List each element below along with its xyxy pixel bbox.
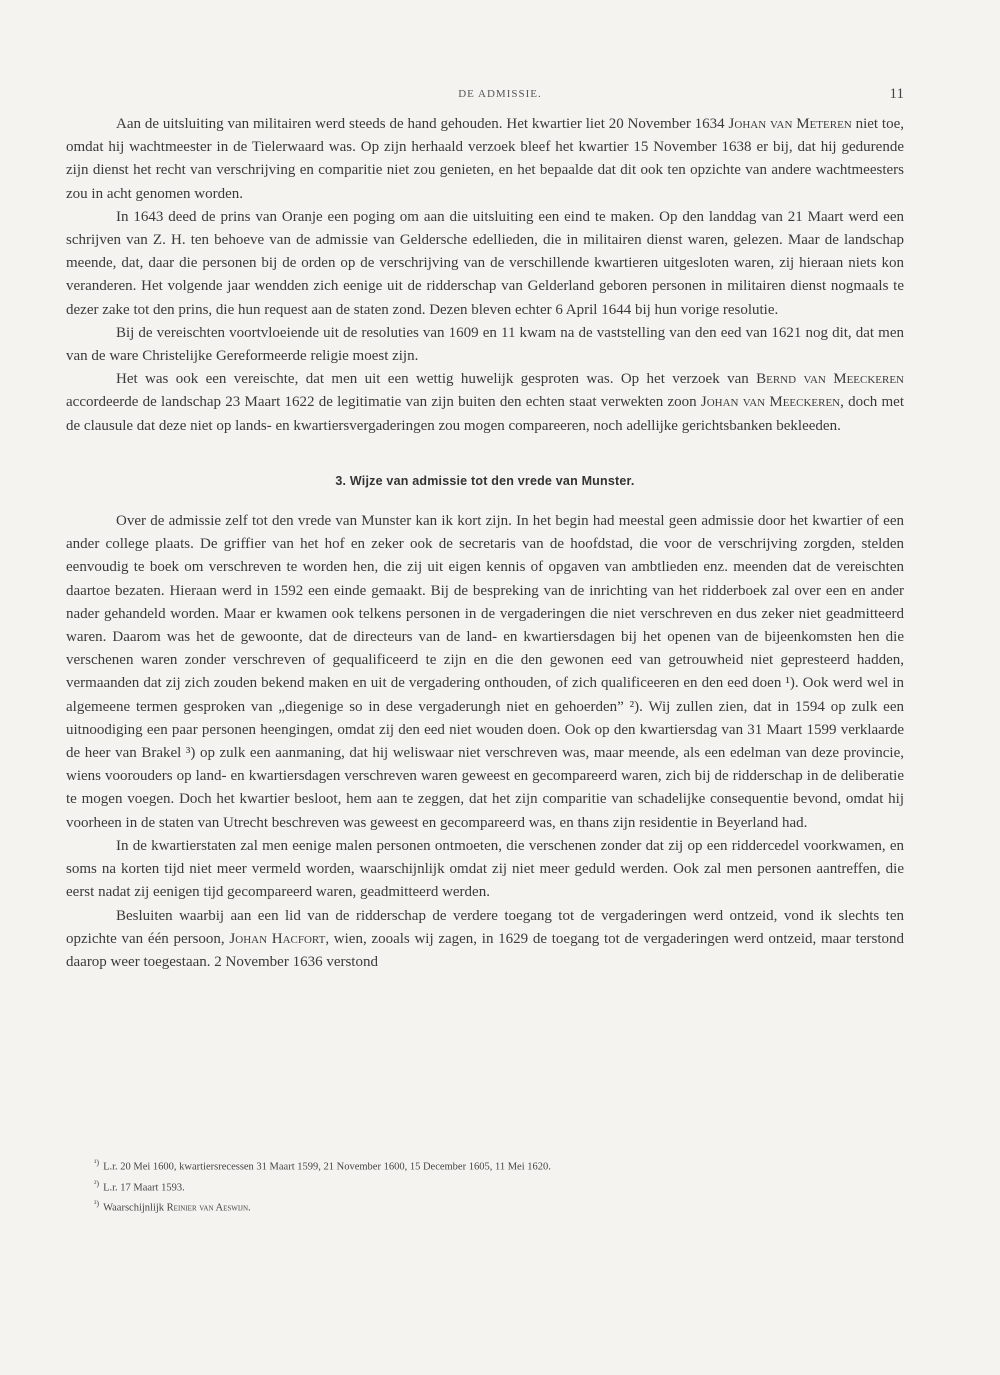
footnote-1 bbox=[94, 1155, 894, 1176]
footnote-marker: ²) bbox=[94, 1178, 100, 1188]
footnote-text-c: . bbox=[248, 1202, 251, 1214]
footnote-2 bbox=[94, 1176, 894, 1197]
paragraph-4-text-a: Het was ook een vereischte, dat men uit een wettig huwelijk gesproten was. Op het verzoek van bbox=[116, 371, 757, 388]
paragraph-4-text-c: accordeerde de landschap 23 Maart 1622 de legitimatie van zijn buiten den echten staat verwekten zoon bbox=[66, 394, 701, 411]
paragraph-5: Over de admissie zelf tot den vrede van Munster kan ik kort zijn. In het begin had meestal geen admissie door het kwartier of een ander college plaats. De griffier van het hof en zeker ook de secretaris van de hoofdstad, die voor de verschrijving zorgden, stelden eenvoudig te boek om verschreven te worden hen, die zij uit eigen kennis of opgaven van ambtlieden enz. meenden dat de vereischten daartoe bezaten. Hieraan werd in 1592 een einde gemaakt. Bij de bespreking van de inrichting van het ridderboek zal over een en ander nader gehandeld worden. Maar er kwamen ook telkens personen in de vergaderingen die niet verschreven en dus zeker niet geadmitteerd waren. Daarom was het de gewoonte, dat de directeurs van de land- en kwartiersdagen bij het openen van de bijeenkomsten hen die verschenen waren zonder verschreven of gequalificeerd te zijn en die den gewonen eed van getrouwheid niet gepresteerd hadden, vermaanden dat zij zich zouden bekend maken en uit de vergadering onthouden, of zich qualificeeren en den eed doen ¹). Ook werd wel in algemeene termen gesproken van „diegenige so in dese vergaderungh niet en gehoerden” ²). Wij zullen zien, dat in 1594 op zulk een uitnoodiging een paar personen heengingen, omdat zij den eed niet wouden doen. Ook op den kwartiersdag van 31 Maart 1599 verklaarde de heer van Brakel ³) op zulk een aanmaning, dat hij weliswaar niet verschreven was, maar meende, als een edelman van deze provincie, wiens voorouders op land- en kwartiersdagen verschreven waren geweest en gecompareerd waren, zich bij de ridderschap in de deliberatie te mogen voegen. Doch het kwartier besloot, hem aan te zeggen, dat het zijn comparitie van schadelijke consequentie bevond, omdat hij voorheen in de staten van Utrecht beschreven was geweest en gecompareerd was, en thans zijn residentie in Beyerland had. bbox=[66, 513, 904, 831]
paragraph-4-text-e: , doch met de clausule dat deze niet op lands- en kwartiersvergaderingen zou mogen compareeren, noch adellijke gerichtsbanken bekleeden. bbox=[66, 394, 904, 434]
footnote-marker: ¹) bbox=[94, 1158, 100, 1167]
footnote-text-a: Waarschijnlijk bbox=[103, 1202, 167, 1214]
person-name-reinier-van-aeswijn: Reinier van Aeswijn bbox=[166, 1202, 249, 1214]
footnote-3 bbox=[94, 1196, 894, 1217]
running-head bbox=[0, 86, 1000, 106]
paragraph-7 bbox=[66, 905, 904, 975]
paragraph-1 bbox=[66, 113, 904, 206]
person-name-johan-van-meteren: Johan van Meteren bbox=[728, 116, 852, 132]
person-name-johan-hacfort: Johan Hacfort bbox=[229, 930, 326, 947]
section-heading: 3. Wijze van admissie tot den vrede van Munster. bbox=[335, 473, 635, 488]
person-name-bernd-van-meeckeren: Bernd van Meeckeren bbox=[756, 371, 905, 388]
paragraph-3: Bij de vereischten voortvloeiende uit de resoluties van 1609 en 11 kwam na de vaststelling van den eed van 1621 nog dit, dat men van de ware Christelijke Gereformeerde religie moest zijn. bbox=[66, 324, 904, 365]
paragraph-1-text-a: Aan de uitsluiting van militairen werd steeds de hand gehouden. Het kwartier liet 20 November 1634 bbox=[116, 116, 729, 132]
paragraph-7-text-c: , wien, zooals wij zagen, in 1629 de toegang tot de vergaderingen werd ontzeid, maar terstond daarop weer toegestaan. 2 November 1636 verstond bbox=[66, 930, 904, 970]
paragraph-1-text-c: niet toe, omdat hij wachtmeester in de Tielerwaard was. Op zijn herhaald verzoek bleef het kwartier 15 November 1638 er bij, dat hij gedurende zijn dienst het recht van verschrijving en comparitie niet zou genieten, en het bepaalde dat dit ook ten opzichte van andere wachtmeesters zou in acht genomen worden. bbox=[66, 116, 904, 202]
paragraph-4 bbox=[66, 368, 904, 438]
running-title: DE ADMISSIE. bbox=[458, 88, 542, 100]
person-name-johan-van-meeckeren: Johan van Meeckeren bbox=[700, 394, 841, 411]
paragraph-6: In de kwartierstaten zal men eenige malen personen ontmoeten, die verschenen zonder dat zij op een riddercedel voorkwamen, en soms na korten tijd niet meer vermeld worden, waarschijnlijk omdat zij niet meer geduld werden. Ook zal men personen aantreffen, die eerst nadat zij eenigen tijd gecompareerd waren, geadmitteerd werden. bbox=[66, 837, 904, 901]
paragraph-7-text-a: Besluiten waarbij aan een lid van de ridderschap de verdere toegang tot de vergaderingen werd ontzeid, vond ik slechts ten opzichte van één persoon, bbox=[66, 907, 904, 947]
footnote-text: L.r. 17 Maart 1593. bbox=[103, 1182, 185, 1193]
footnote-marker: ³) bbox=[94, 1199, 100, 1208]
footnote-text: L.r. 20 Mei 1600, kwartiersrecessen 31 Maart 1599, 21 November 1600, 15 December 1605, 11 Mei 1620. bbox=[103, 1161, 551, 1173]
paragraph-2: In 1643 deed de prins van Oranje een poging om aan die uitsluiting een eind te maken. Op den landdag van 21 Maart werd een schrijven van Z. H. ten behoeve van de admissie van Geldersche edellieden, die in militairen dienst waren, gelezen. Maar de landschap meende, dat, daar die personen bij de orden op de verschrijving van de verschillende kwartieren uitgesloten waren, zij hieraan niets kon veranderen. Het volgende jaar wendden zich eenige uit de ridderschap van Gelderland geboren personen in militairen dienst nogmaals te dezer zake tot den prins, die hun request aan de staten zond. Dezen bleven echter 6 April 1644 bij hun vorige resolutie. bbox=[66, 208, 904, 318]
footnotes bbox=[94, 1155, 894, 1217]
page-number: 11 bbox=[889, 86, 904, 102]
body-text bbox=[66, 113, 904, 974]
